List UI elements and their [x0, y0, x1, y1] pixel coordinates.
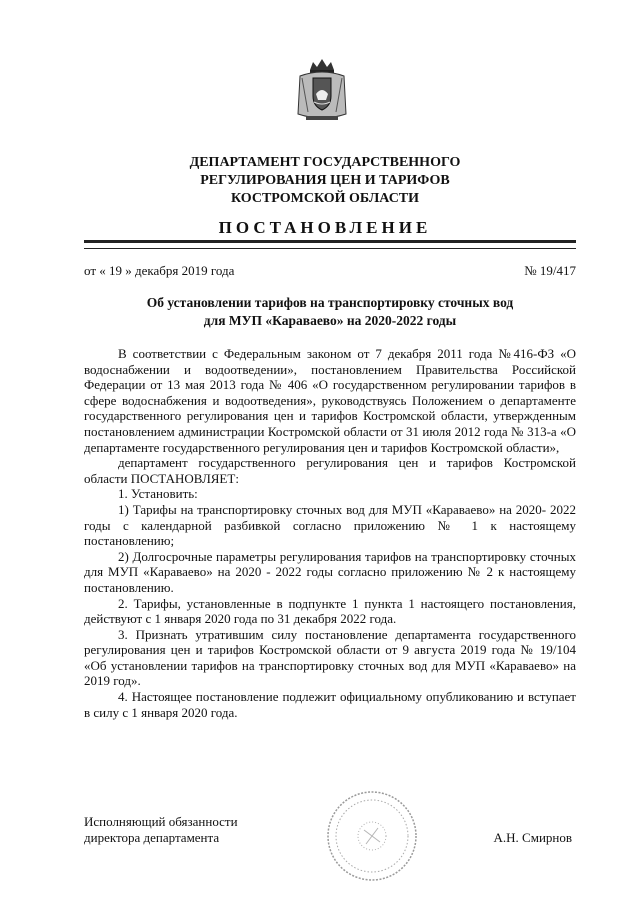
paragraph-resolves: департамент государственного регулирования цен и тарифов Костромской области ПОСТАНОВЛЯЕТ:	[84, 455, 576, 486]
paragraph-preamble: В соответствии с Федеральным законом от 7 декабря 2011 года №416-ФЗ «О водоснабжении и водоотведении», постановлением Правительства Российской Федерации от 13 мая 2013 года № 406 «О государственном регулировании тарифов в сфере водоснабжения и водоотведения», руководствуясь Положением о департаменте государственного регулирования цен и тарифов Костромской области, утвержденным постановлением администрации Костромской области от 31 июля 2012 года № 313-а «О департаменте государственного регулирования цен и тарифов Костромской области»,	[84, 346, 576, 455]
department-line-3: КОСТРОМСКОЙ ОБЛАСТИ	[230, 191, 420, 206]
signatory-title-line-1: Исполняющий обязанности	[84, 814, 238, 829]
paragraph-item-1: 1. Установить:	[118, 486, 198, 502]
signatory-title	[84, 814, 238, 846]
department-name	[80, 154, 570, 208]
document-date: от « 19 » декабря 2019 года	[84, 263, 235, 278]
document-body	[84, 346, 576, 720]
subject-line-2: для МУП «Караваево» на 2020-2022 годы	[203, 313, 457, 328]
subject-line-1: Об установлении тарифов на транспортировку сточных вод	[146, 295, 514, 310]
signatory-name: А.Н. Смирнов	[493, 830, 572, 845]
paragraph-item-4: 4. Настоящее постановление подлежит официальному опубликованию и вступает в силу с 1 января 2020 года.	[84, 689, 576, 720]
official-stamp-icon	[326, 790, 418, 882]
document-type: ПОСТАНОВЛЕНИЕ	[218, 218, 432, 237]
document-number: № 19/417	[524, 263, 576, 278]
signatory-title-line-2: директора департамента	[84, 830, 220, 845]
coat-of-arms-icon	[296, 56, 348, 124]
header-divider	[84, 240, 576, 249]
document-subject	[84, 294, 576, 330]
paragraph-item-1-2: 2) Долгосрочные параметры регулирования тарифов на транспортировку сточных для МУП «Караваево» на 2020 - 2022 годы согласно приложению № 2 к настоящему постановлению.	[84, 548, 576, 595]
paragraph-item-3: 3. Признать утратившим силу постановление департамента государственного регулирования цен и тарифов Костромской области от 9 августа 2019 года № 19/104 «Об установлении тарифов на транспортировку сточных вод для МУП «Караваево» на 2019 год».	[84, 626, 576, 689]
paragraph-item-2: 2. Тарифы, установленные в подпункте 1 пункта 1 настоящего постановления, действуют с 1 января 2020 года по 31 декабря 2022 года.	[84, 595, 576, 627]
paragraph-item-1-1: 1) Тарифы на транспортировку сточных вод для МУП «Караваево» на 2020- 2022 годы с календарной разбивкой согласно приложению № 1 к настоящему постановлению;	[84, 501, 576, 549]
department-line-2: РЕГУЛИРОВАНИЯ ЦЕН И ТАРИФОВ	[200, 173, 450, 188]
department-line-1: ДЕПАРТАМЕНТ ГОСУДАРСТВЕННОГО	[189, 155, 461, 170]
